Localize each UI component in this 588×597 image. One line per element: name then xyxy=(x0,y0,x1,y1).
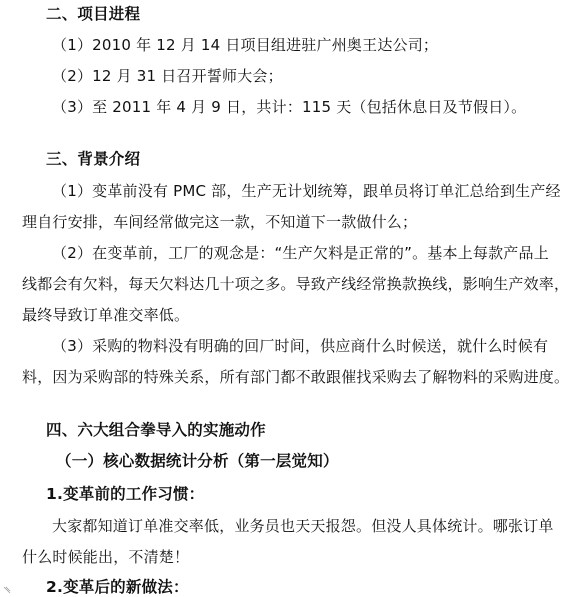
s2-item-3: （3）至 2011 年 4 月 9 日，共计：115 天（包括休息日及节假日）。 xyxy=(52,98,527,116)
s4-para-1-line-1: 大家都知道订单准交率低，业务员也天天报怨。但没人具体统计。哪张订单 xyxy=(52,517,554,535)
s3-line-6: （3）采购的物料没有明确的回厂时间，供应商什么时候送，就什么时候有 xyxy=(52,337,549,355)
s3-line-3: （2）在变革前，工厂的观念是：“生产欠料是正常的”。基本上每款产品上 xyxy=(52,244,549,262)
s2-item-2: （2）12 月 31 日召开誓师大会； xyxy=(52,67,283,85)
section-4-subtitle: （一）核心数据统计分析（第一层觉知） xyxy=(56,452,339,470)
section-4-heading-2: 2.变革后的新做法： xyxy=(46,578,189,596)
section-3-title: 三、背景介绍 xyxy=(46,150,141,168)
section-4-title: 四、六大组合拳导入的实施动作 xyxy=(46,421,266,439)
s3-line-2: 理自行安排，车间经常做完这一款，不知道下一款做什么； xyxy=(22,213,418,231)
resize-corner-icon xyxy=(3,586,11,594)
section-4-heading-1: 1.变革前的工作习惯： xyxy=(46,485,205,503)
section-2-title: 二、项目进程 xyxy=(46,5,141,23)
s3-line-1: （1）变革前没有 PMC 部，生产无计划统筹，跟单员将订单汇总给到生产经 xyxy=(52,182,561,200)
s2-item-1: （1）2010 年 12 月 14 日项目组进驻广州奥王达公司； xyxy=(52,36,439,54)
s3-line-4: 线都会有欠料，每天欠料达几十项之多。导致产线经常换款换线，影响生产效率， xyxy=(22,275,570,293)
s3-line-7: 料，因为采购部的特殊关系，所有部门都不敢跟催找采购去了解物料的采购进度。 xyxy=(22,368,570,386)
s4-para-1-line-2: 什么时候能出，不清楚！ xyxy=(22,548,190,566)
s3-line-5: 最终导致订单准交率低。 xyxy=(22,306,190,324)
